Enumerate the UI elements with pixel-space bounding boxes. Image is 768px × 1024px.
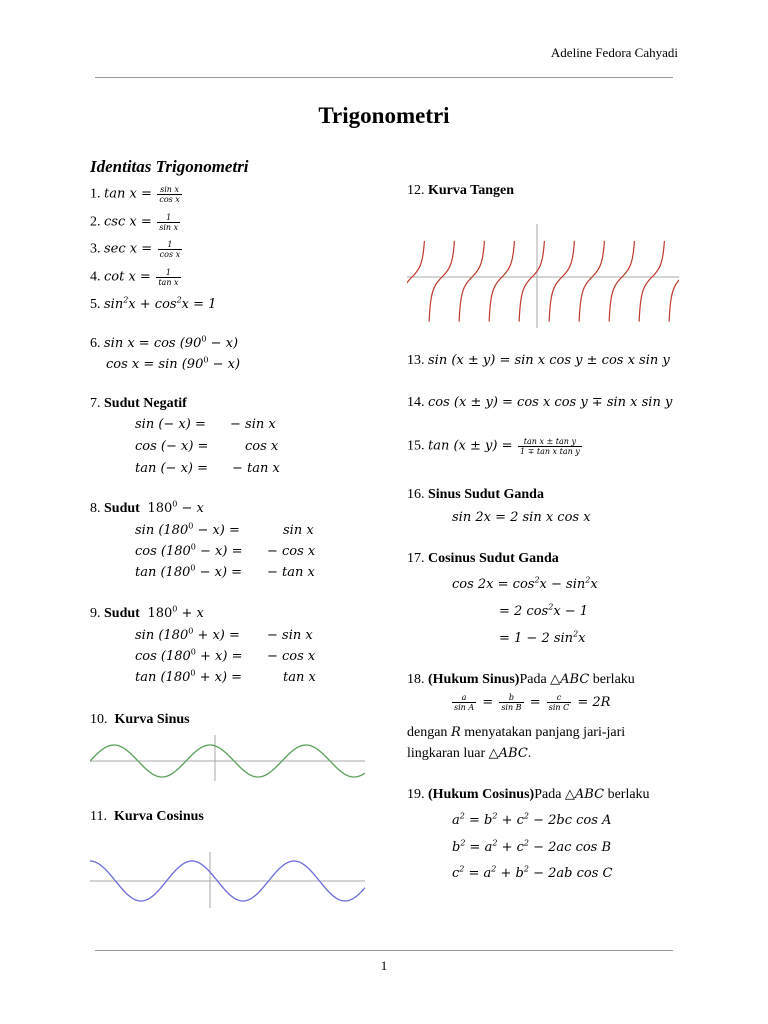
page-number: 1 [380,958,388,973]
identity-8-value: − cos x [267,544,316,559]
identity-3: 3. sec x = $\frac{1}{\text{cos x}}$ [90,240,181,259]
identity-7-row: sin (− x) = [135,417,206,432]
identity-7-row: cos (− x) = [135,439,209,454]
identity-8-row: $\cos (180^0 - x)$ = [135,542,243,559]
identity-9-heading: 9. Sudut $180^0 + x$ [90,604,204,621]
identity-1: 1. tan x = $\frac{\text{sin x}}{\text{cos x}}$ [90,185,180,204]
identity-5: 5. $\sin^2x + \cos^2x = 1$ [90,295,217,312]
law-of-cosines-row: $c^2 = a^2 + b^2 - 2ab$ cos C [452,864,613,881]
identity-16-heading: 16. Sinus Sudut Ganda [407,487,544,502]
tangent-branch [639,241,664,322]
identity-14: 14. cos (x ± y) = cos x cos y ∓ sin x sin y [407,395,673,410]
identity-9-row: $\sin (180^0 + x)$ = [135,626,240,643]
identity-18-heading: 18. (Hukum Sinus)Pada △ABC berlaku [407,672,635,687]
law-of-cosines-row: $a^2 = b^2 + c^2 - 2bc$ cos A [452,811,612,828]
law-of-sines-formula: $\frac{a}{\text{sin A}}$ = $\frac{b}{\text{sin B}}$ = $\frac{c}{\text{sin C}}$ = 2R [454,693,611,712]
tangent-branch [489,241,514,322]
identity-6: 6. $\sin x = \cos (90^0 - x)$ [90,334,239,351]
identity-8-value: − tan x [267,565,315,580]
identity-8-row: $\tan (180^0 - x)$ = [135,563,243,580]
identity-11-heading: 11. Kurva Cosinus [90,809,204,824]
tangent-curve-graph [407,222,679,330]
identity-9-row: $\tan (180^0 + x)$ = [135,668,243,685]
identity-7-value: cos x [245,439,279,454]
tangent-branch [579,241,604,322]
tangent-branch [407,241,424,322]
tangent-branch [459,241,484,322]
identity-7-row: tan (− x) = [135,461,209,476]
identity-7-value: − sin x [230,417,276,432]
identity-4: 4. cot x = $\frac{1}{\text{tan x}}$ [90,268,179,287]
identity-8-value: sin x [283,523,314,538]
identity-17-row: = 2 $\cos^2x - 1$ [499,602,589,619]
identity-12-heading: 12. Kurva Tangen [407,183,514,198]
identity-9-value: tan x [283,670,316,685]
identity-9-value: − sin x [267,628,313,643]
tangent-branch [519,241,544,322]
identity-6-line2: $\cos x = \sin (90^0 - x)$ [106,355,241,372]
tangent-branch [609,241,634,322]
sine-curve-graph [90,733,365,783]
section-title: Identitas Trigonometri [90,157,249,176]
footer-rule [95,950,673,951]
author-name: Adeline Fedora Cahyadi [550,45,678,60]
identity-19-heading: 19. (Hukum Cosinus)Pada △ABC berlaku [407,787,650,802]
identity-16-formula: sin 2x = 2 sin x cos x [452,510,591,525]
identity-8-row: $\sin (180^0 - x)$ = [135,521,240,538]
identity-17-row: = 1 − 2 $\sin^2x$ [499,629,586,646]
identity-9-row: $\cos (180^0 + x)$ = [135,647,243,664]
tangent-curve-lines [407,241,679,322]
law-of-cosines-row: $b^2 = a^2 + c^2 - 2ac$ cos B [452,838,612,855]
identity-8-heading: 8. Sudut $180^0 - x$ [90,499,204,516]
page-title: Trigonometri [318,103,450,128]
identity-15: 15. tan (x ± y) = $\frac{\text{tan x ± tan y}}{\text{1 ∓ tan x tan y}}$ [407,437,580,456]
identity-10-heading: 10. Kurva Sinus [90,712,190,727]
law-of-sines-note: dengan R menyatakan panjang jari-jari lingkaran luar △ABC. [407,725,626,761]
tangent-branch [549,241,574,322]
identity-7-heading: 7. Sudut Negatif [90,396,187,411]
tangent-branch [429,241,454,322]
identity-17-heading: 17. Cosinus Sudut Ganda [407,551,559,566]
identity-9-value: − cos x [267,649,316,664]
tangent-branch [669,241,679,322]
cosine-curve-graph [90,850,365,910]
identity-2: 2. csc x = $\frac{1}{\text{sin x}}$ [90,213,179,232]
identity-17-row: $\cos 2x = \cos^2x - \sin^2x$ [452,575,598,592]
identity-13: 13. sin (x ± y) = sin x cos y ± cos x sin y [407,353,670,368]
header-rule [95,77,673,78]
identity-7-value: − tan x [232,461,280,476]
